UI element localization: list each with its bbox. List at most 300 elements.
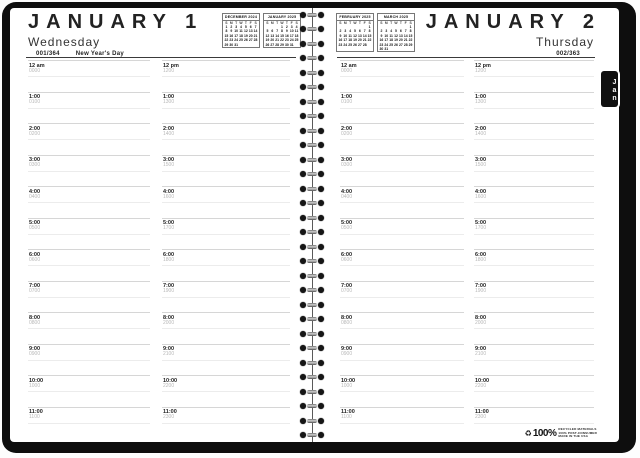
time-slot-row [28,123,150,155]
binding-hole [318,55,324,61]
binding-wire [307,419,317,423]
time-label: 8:00 [29,314,41,321]
binding-hole [300,273,306,279]
military-time: 1300 [163,99,175,105]
binding-ring [297,316,327,323]
time-slot-row [28,218,150,250]
binding-hole [318,41,324,47]
time-slot-row [162,123,290,155]
time-label: 11:00 [29,409,43,415]
military-time: 0800 [341,319,353,326]
time-label: 7:00 [163,283,175,289]
binding-hole [318,331,324,337]
time-label: 7:00 [29,283,41,289]
military-time: 0700 [341,288,353,294]
right-page-day-count: 002/363 [556,51,580,57]
time-slot-row [162,186,290,218]
binding-hole [318,418,324,424]
binding-hole [300,389,306,395]
binding-ring [297,345,327,352]
binding-hole [300,229,306,235]
recycle-text-line: MADE IN THE USA [558,434,589,439]
time-label: 7:00 [341,283,353,289]
time-label: 1:00 [475,94,487,100]
binding-hole [300,12,306,18]
binding-hole [318,142,324,148]
time-slot-row [28,186,150,218]
mini-calendar-week-row: 16 17 18 19 20 21 22 [379,38,413,43]
binding-hole [300,432,306,438]
binding-wire [307,201,317,205]
time-label: 12 am [29,62,45,69]
military-time: 1200 [475,67,487,74]
time-label: 12 pm [475,62,491,69]
military-time: 0300 [341,162,353,168]
left-page-am-column [28,60,150,438]
right-page-mini-calendars [336,13,415,52]
binding-hole [300,345,306,351]
military-time: 1400 [163,130,175,137]
binding-wire [307,100,317,104]
military-time: 2300 [163,414,175,420]
binding-hole [318,273,324,279]
binding-hole [318,374,324,380]
time-label: 12 am [341,62,357,69]
military-time: 0600 [341,256,353,263]
time-slot-row [162,312,290,344]
military-time: 1500 [163,162,175,168]
right-page-am-column [340,60,464,438]
mini-calendar-week-row: 23 24 25 26 27 28 [338,42,367,47]
military-time: 0800 [29,319,41,326]
recycle-percent: 100% [532,428,557,439]
binding-ring [297,200,327,207]
time-label: 4:00 [341,188,353,195]
mini-calendar-week-row: 1 [368,24,371,29]
time-label: 10:00 [163,377,178,384]
binding-ring [297,113,327,120]
mini-calendar-week-row: 26 27 28 29 30 31 [265,42,294,47]
time-slot-row [474,375,594,407]
time-label: 5:00 [475,220,487,226]
military-time: 2300 [475,414,487,420]
binding-wire [307,42,317,46]
binding-wire [307,332,317,336]
recycled-product-mark [525,428,597,439]
binding-ring [297,287,327,294]
time-slot-row [474,60,594,92]
binding-wire [307,187,317,191]
binding-hole [318,360,324,366]
mini-calendar-week-row: 1 2 3 4 [281,24,298,29]
mini-calendar-week-row: 1 2 3 4 5 6 7 [225,24,257,29]
time-slot-row [28,407,150,439]
time-slot-row [340,344,464,376]
binding-ring [297,417,327,424]
binding-ring [297,84,327,91]
mini-calendar-week-row: 5 6 7 8 9 10 11 [266,29,299,34]
binding-ring [297,98,327,105]
binding-hole [300,244,306,250]
binding-hole [300,41,306,47]
time-label: 3:00 [341,157,353,163]
time-label: 4:00 [29,188,41,195]
military-time: 0400 [341,193,353,200]
time-slot-row [28,375,150,407]
military-time: 0700 [29,288,41,294]
mini-calendar-title: JANUARY 2025 [264,14,300,21]
military-time: 1800 [475,256,487,263]
military-time: 1500 [475,162,487,168]
military-time: 1800 [163,256,175,263]
binding-hole [318,229,324,235]
recycle-text-line: RECYCLED MATERIALS [558,427,597,432]
military-time: 2000 [163,319,175,326]
time-slot-row [340,92,464,124]
binding-hole [300,403,306,409]
binding-hole [318,113,324,119]
military-time: 2200 [475,382,487,389]
mini-calendar-week-row: 8 9 10 11 12 13 14 [225,29,258,34]
time-slot-row [474,344,594,376]
binding-wire [307,230,317,234]
time-slot-row [340,407,464,439]
time-label: 11:00 [475,409,489,415]
binding-wire [307,172,317,176]
binding-hole [300,258,306,264]
binding-hole [300,316,306,322]
time-slot-row [28,281,150,313]
time-slot-row [162,218,290,250]
binding-ring [297,374,327,381]
time-slot-row [28,60,150,92]
mini-calendar-weekday-row: S M T W T F S [225,20,257,25]
binding-hole [300,142,306,148]
military-time: 0200 [29,130,41,137]
time-slot-row [28,249,150,281]
time-slot-row [474,281,594,313]
binding-hole [300,171,306,177]
military-time: 1200 [163,67,175,74]
military-time: 1600 [475,193,487,200]
binding-hole [318,157,324,163]
recycle-text-line: 100% POST-CONSUMER [558,430,597,435]
time-label: 10:00 [475,377,490,384]
right-page-title: JANUARY 2 [425,11,601,33]
time-slot-row [474,155,594,187]
left-page-mini-calendars [222,13,301,48]
binding-hole [318,84,324,90]
time-slot-row [28,344,150,376]
time-slot-row [340,218,464,250]
military-time: 0100 [29,99,41,105]
binding-wire [307,433,317,437]
binding-hole [300,374,306,380]
mini-calendar-march-2025 [377,13,415,52]
binding-ring [297,243,327,250]
binding-hole [300,200,306,206]
binding-hole [300,157,306,163]
time-slot-row [28,92,150,124]
binding-hole [318,128,324,134]
binding-hole [300,331,306,337]
time-slot-row [474,186,594,218]
binding-wire [307,114,317,118]
binding-hole [300,418,306,424]
mini-calendar-weekday-row: S M T W T F S [339,20,371,25]
binding-hole [318,186,324,192]
military-time: 0100 [341,99,353,105]
mini-calendar-week-row: 2 3 4 5 6 7 8 [380,29,412,34]
binding-hole [300,128,306,134]
binding-hole [300,113,306,119]
mini-calendar-week-row: 30 31 [379,46,389,51]
military-time: 1000 [29,382,41,389]
mini-calendar-weekday-row: S M T W T F S [266,20,298,25]
binding-ring [297,359,327,366]
binding-wire [307,129,317,133]
right-page-pm-column [474,60,594,438]
mini-calendar-week-row: 19 20 21 22 23 24 25 [265,38,299,43]
left-page-header-rule [26,57,296,58]
binding-ring [297,258,327,265]
time-label: 6:00 [475,251,487,258]
left-page-header [28,11,203,57]
time-label: 6:00 [163,251,175,258]
military-time: 0500 [29,225,41,231]
binding-hole [318,70,324,76]
binding-wire [307,288,317,292]
binding-hole [300,287,306,293]
binding-wire [307,303,317,307]
time-slot-row [162,60,290,92]
time-label: 5:00 [341,220,353,226]
time-label: 9:00 [163,346,175,352]
time-label: 10:00 [29,377,44,384]
mini-calendar-december-2024 [222,13,260,48]
binding-wire [307,259,317,263]
binding-hole [318,258,324,264]
right-page-header [425,11,601,57]
time-label: 4:00 [163,188,175,195]
binding-hole [318,99,324,105]
mini-calendar-weekday-row: S M T W T F S [380,20,412,25]
military-time: 2100 [163,351,175,357]
time-slot-row [474,249,594,281]
binding-wire [307,216,317,220]
mini-calendar-week-row: 23 24 25 26 27 28 29 [379,42,413,47]
binding-wire [307,390,317,394]
time-label: 1:00 [163,94,175,100]
military-time: 2200 [163,382,175,389]
binding-wire [307,346,317,350]
military-time: 2000 [475,319,487,326]
time-label: 4:00 [475,188,487,195]
binding-ring [297,185,327,192]
time-label: 11:00 [163,409,177,415]
recycle-text-lines [558,428,597,438]
time-slot-row [340,60,464,92]
time-slot-row [474,92,594,124]
military-time: 1300 [475,99,487,105]
binding-ring [297,127,327,134]
military-time: 1700 [163,225,175,231]
time-label: 2:00 [163,125,175,132]
binding-wire [307,274,317,278]
binding-wire [307,85,317,89]
binding-ring [297,156,327,163]
left-page-pm-column [162,60,290,438]
binding-wire [307,56,317,60]
mini-calendar-week-row: 16 17 18 19 20 21 22 [338,38,372,43]
time-label: 3:00 [29,157,41,163]
left-page-title: JANUARY 1 [28,11,204,33]
time-label: 8:00 [475,314,487,321]
military-time: 0900 [29,351,41,357]
time-label: 8:00 [341,314,353,321]
time-label: 3:00 [475,157,487,163]
military-time: 0900 [341,351,353,357]
mini-calendar-week-row: 29 30 31 [224,42,239,47]
time-slot-row [162,92,290,124]
binding-hole [300,186,306,192]
binding-ring [297,142,327,149]
binding-ring [297,432,327,439]
time-label: 2:00 [29,125,41,132]
military-time: 1400 [475,130,487,137]
binding-hole [300,84,306,90]
binding-hole [318,171,324,177]
binding-wire [307,375,317,379]
military-time: 1000 [341,382,353,389]
mini-calendar-week-row: 1 [409,24,412,29]
binding-hole [318,215,324,221]
binding-ring [297,11,327,18]
time-label: 3:00 [163,157,175,163]
binding-ring [297,388,327,395]
binding-hole [318,12,324,18]
right-page-weekday: Thursday [535,35,594,49]
military-time: 1600 [163,193,175,200]
binding-wire [307,245,317,249]
time-slot-row [474,312,594,344]
time-slot-row [162,155,290,187]
time-slot-row [340,123,464,155]
mini-calendar-week-row: 22 23 24 25 26 27 28 [224,38,258,43]
binding-hole [300,70,306,76]
binding-hole [318,403,324,409]
binding-hole [318,200,324,206]
time-label: 6:00 [341,251,353,258]
binding-ring [297,229,327,236]
binding-wire [307,13,317,17]
time-label: 1:00 [29,94,41,100]
binding-hole [300,26,306,32]
time-slot-row [340,155,464,187]
time-slot-row [162,344,290,376]
mini-calendar-january-2025 [263,13,301,48]
binding-ring [297,40,327,47]
mini-calendar-title: FEBRUARY 2025 [337,14,373,21]
binding-hole [318,432,324,438]
binding-hole [318,345,324,351]
binding-wire [307,361,317,365]
binding-wire [307,71,317,75]
time-label: 8:00 [163,314,175,321]
time-label: 9:00 [29,346,41,352]
time-label: 9:00 [475,346,487,352]
spiral-binding [297,8,327,442]
binding-wire [307,143,317,147]
time-label: 6:00 [29,251,41,258]
binding-ring [297,171,327,178]
military-time: 1100 [341,414,352,420]
time-slot-row [162,375,290,407]
binding-wire [307,317,317,321]
military-time: 2100 [475,351,487,357]
time-label: 11:00 [341,409,355,415]
planner-pages [10,8,619,442]
mini-calendar-week-row: 2 3 4 5 6 7 8 [339,29,371,34]
time-slot-row [28,312,150,344]
mini-calendar-week-row: 15 16 17 18 19 20 21 [224,33,258,38]
military-time: 0600 [29,256,41,263]
binding-ring [297,403,327,410]
binding-ring [297,55,327,62]
time-label: 2:00 [341,125,353,132]
binding-hole [318,287,324,293]
time-slot-row [162,249,290,281]
binding-hole [300,302,306,308]
binding-hole [300,55,306,61]
time-label: 5:00 [29,220,41,226]
mini-calendar-title: DECEMBER 2024 [224,15,258,19]
binding-wire [307,27,317,31]
left-page-weekday: Wednesday [28,35,101,49]
left-page-holiday: New Year's Day [75,51,125,57]
binding-hole [300,360,306,366]
military-time: 1900 [163,288,175,294]
time-slot-row [474,218,594,250]
binding-hole [300,99,306,105]
binding-wire [307,158,317,162]
time-label: 2:00 [475,125,487,132]
time-label: 1:00 [341,94,353,100]
mini-calendar-title: MARCH 2025 [378,14,414,21]
time-label: 12 pm [163,62,179,69]
mini-calendar-week-row: 12 13 14 15 16 17 18 [265,33,299,38]
mini-calendar-week-row: 9 10 11 12 13 14 15 [380,33,413,38]
binding-ring [297,69,327,76]
military-time: 0400 [29,193,41,200]
binding-hole [300,215,306,221]
time-label: 5:00 [163,220,175,226]
time-slot-row [28,155,150,187]
time-slot-row [340,312,464,344]
time-slot-row [340,249,464,281]
time-label: 10:00 [341,377,356,384]
military-time: 0500 [341,225,353,231]
time-label: 9:00 [341,346,353,352]
time-slot-row [340,281,464,313]
military-time: 0000 [341,67,353,74]
military-time: 0300 [29,162,41,168]
military-time: 0200 [341,130,353,137]
military-time: 1900 [475,288,487,294]
mini-calendar-week-row: 9 10 11 12 13 14 15 [339,33,372,38]
time-slot-row [340,186,464,218]
binding-ring [297,272,327,279]
